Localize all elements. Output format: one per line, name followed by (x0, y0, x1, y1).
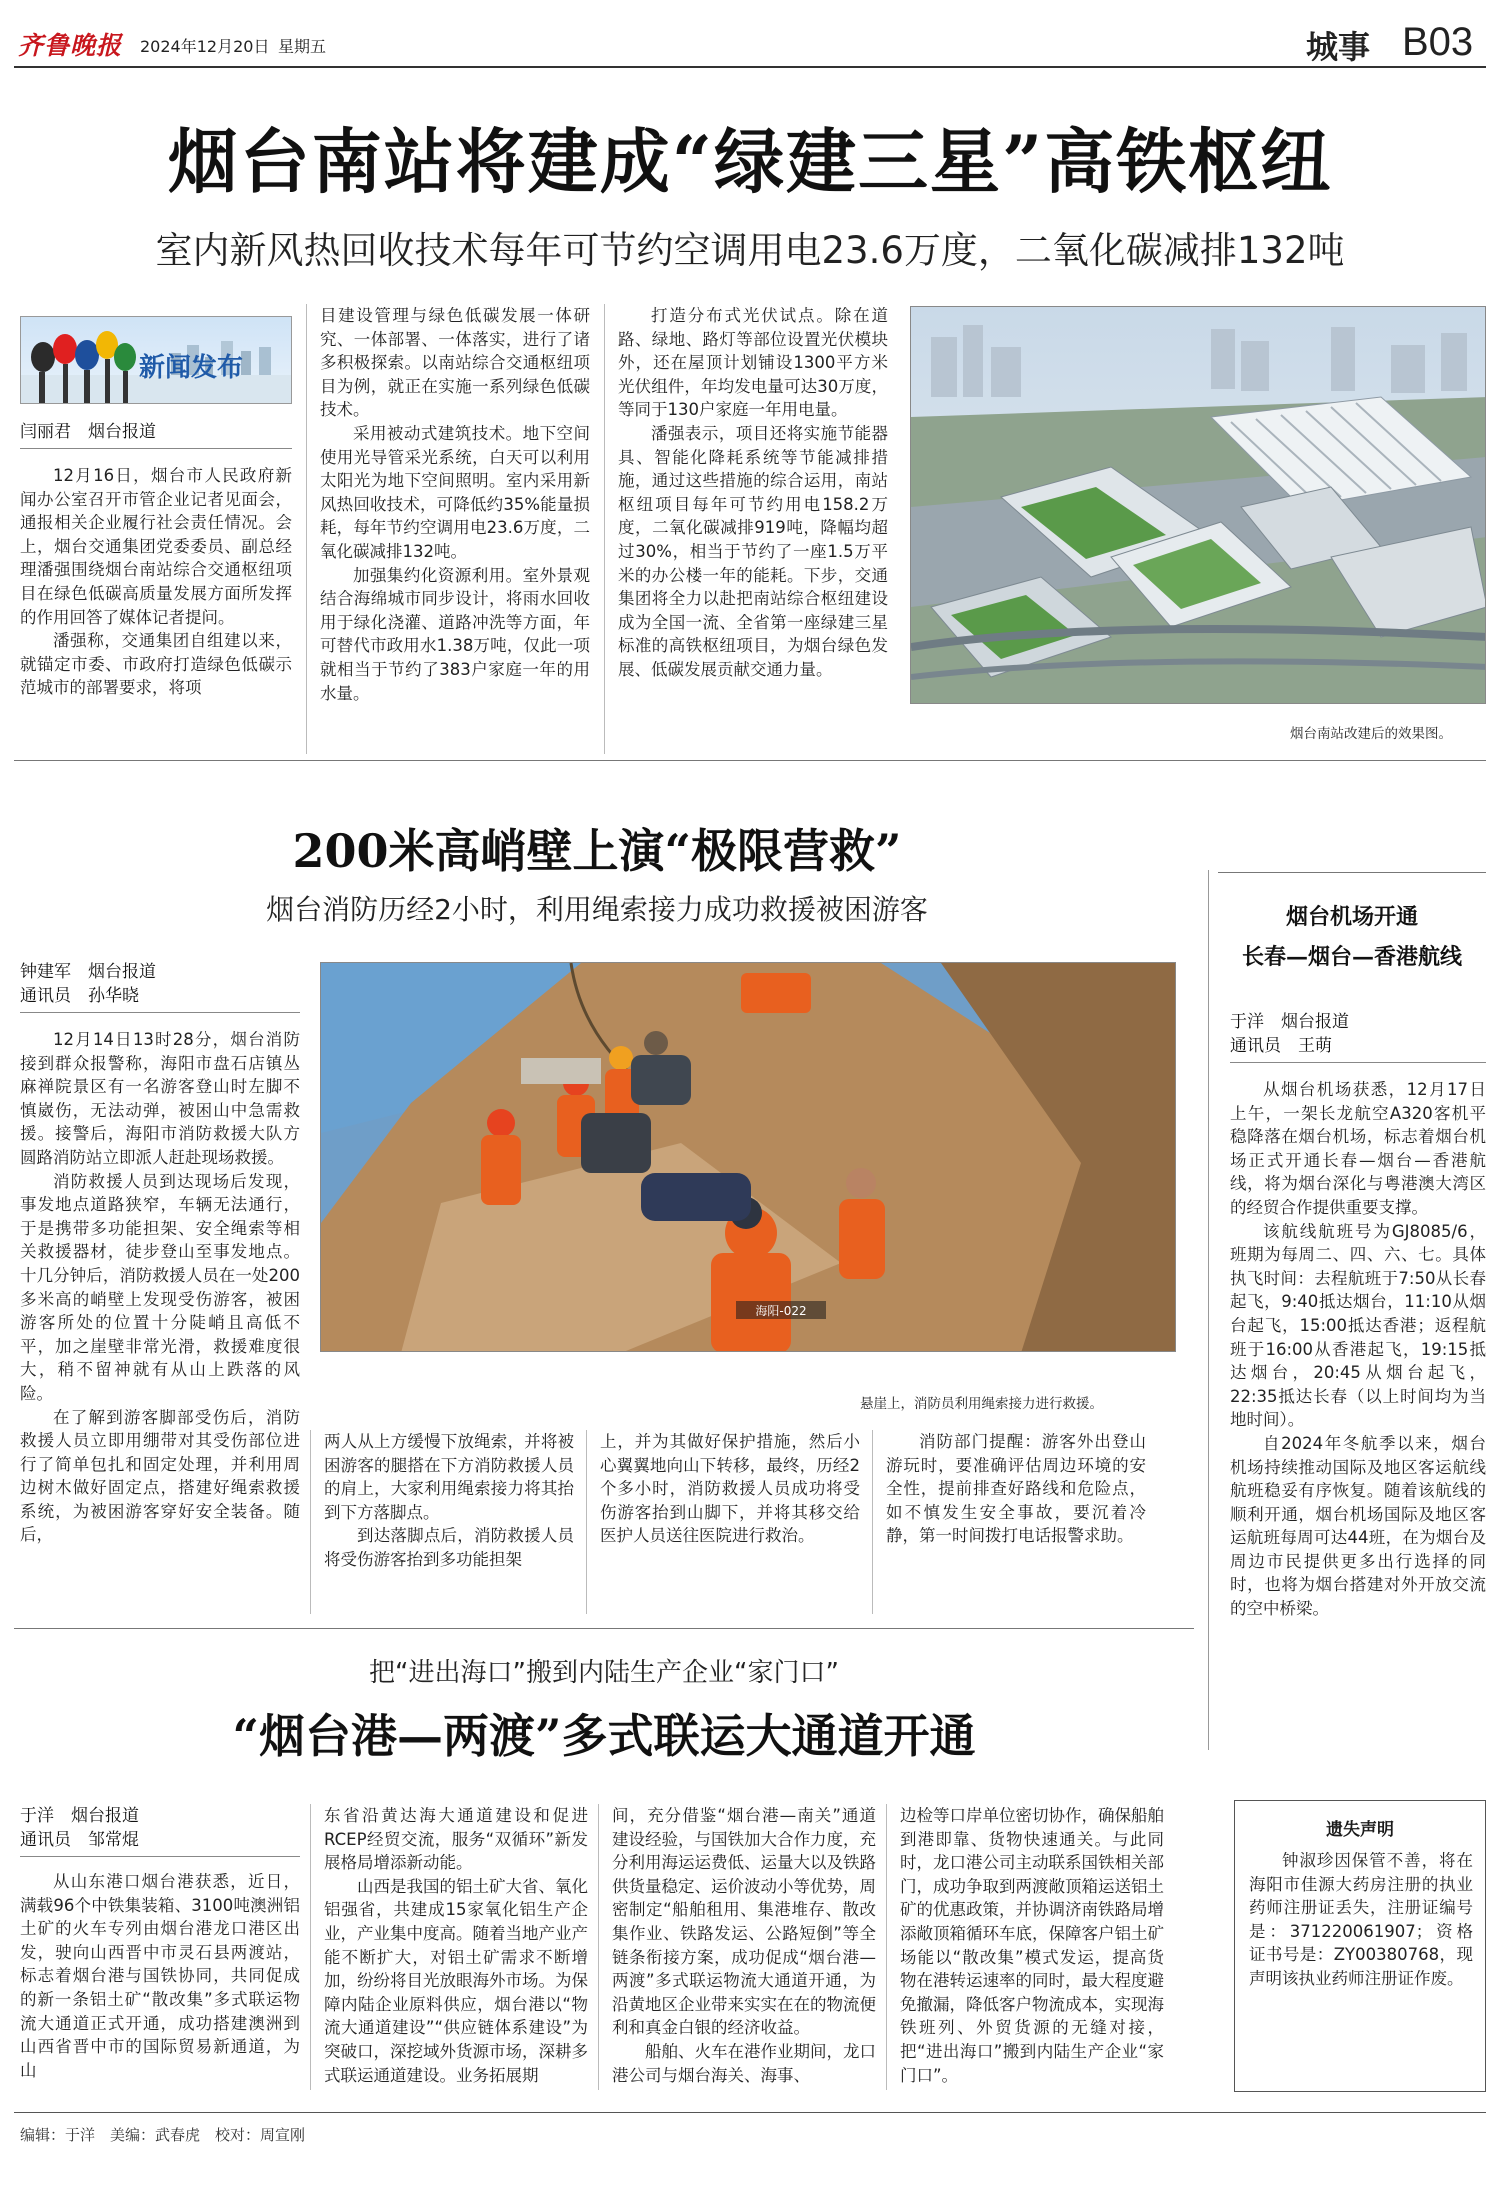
paragraph: 消防救援人员到达现场后发现，事发地点道路狭窄，车辆无法通行，于是携带多功能担架、安全绳索等相关救援器材，徒步登山至事发地点。十几分钟后，消防救援人员在一处200多米高的峭壁上发现受伤游客，被困游客所处的位置十分陡峭且高低不平，加之崖壁非常光滑，救援难度很大，稍不留神就有从山上跌落的风险。 (20, 1171, 300, 1403)
issue-date: 2024年12月20日 (140, 37, 270, 56)
paragraph: 消防部门提醒：游客外出登山游玩时，要准确评估周边环境的安全性，提前排查好路线和危险点，如不慎发生安全事故，要沉着冷静，第一时间拨打电话报警求助。 (886, 1432, 1146, 1546)
paragraph: 该航线航班号为GJ8085/6，班期为每周二、四、六、七。具体执飞时间：去程航班于7:50从长春起飞，9:40抵达烟台，11:10从烟台起飞，15:00抵达香港；返程航班于16:00从香港起飞，19:15抵达烟台，20:45从烟台起飞，22:35抵达长春（以上时间均为当地时间）。 (1230, 1221, 1486, 1430)
column-divider (872, 1430, 873, 1614)
article2-byline-reporter: 钟建军 烟台报道 (20, 962, 156, 982)
article2-col3 (600, 1430, 860, 1616)
paragraph: 在了解到游客脚部受伤后，消防救援人员立即用绷带对其受伤部位进行了简单包扎和固定处理，并利用周边树木做好固定点，搭建好绳索救援系统，为被困游客穿好安全装备。随后， (20, 1407, 300, 1545)
paragraph: 自2024年冬航季以来，烟台机场持续推动国际及地区客运航线航班稳妥有序恢复。随着该航线的顺利开通，烟台机场国际及地区客运航班每周可达44班，在为烟台及周边市民提供更多出行选择的同时，也将为烟台搭建对外开放交流的空中桥梁。 (1230, 1433, 1486, 1619)
paragraph: 打造分布式光伏试点。除在道路、绿地、路灯等部位设置光伏模块外，还在屋顶计划铺设1300平方米光伏组件，年均发电量可达30万度，等同于130户家庭一年用电量。 (618, 306, 888, 420)
article4-byline-reporter: 于洋 烟台报道 (20, 1806, 139, 1826)
article2-col2 (324, 1430, 574, 1616)
article3-headline-route: 长春—烟台—香港航线 (1241, 944, 1462, 970)
article3-byline-reporter: 于洋 烟台报道 (1230, 1012, 1349, 1032)
footer-credits: 编辑：于洋 美编：武春虎 校对：周宣刚 (20, 2126, 306, 2144)
sidebar-top-rule (1218, 872, 1486, 873)
section-rule (14, 760, 1486, 761)
paragraph: 山西是我国的铝土矿大省、氧化铝强省，共建成15家氧化铝生产企业，产业集中度高。随着当地产业产能不断扩大，对铝土矿需求不断增加，纷纷将目光放眼海外市场。为保障内陆企业原料供应，烟台港以“物流大通道建设”“供应链体系建设”为突破口，深挖域外货源市场，深耕多式联运通道建设。业务拓展期 (324, 1876, 588, 2085)
footer-rule (14, 2112, 1486, 2113)
masthead (0, 0, 1500, 66)
paragraph: 东省沿黄达海大通道建设和促进RCEP经贸交流，服务“双循环”新发展格局增添新动能。 (324, 1806, 588, 1873)
section-rule (14, 1628, 1194, 1629)
rescue-photo-caption: 悬崖上，消防员利用绳索接力进行救援。 (860, 1396, 1103, 1412)
byline-rule (1230, 1062, 1486, 1063)
article2-headline: 200米高峭壁上演“极限营救” (292, 824, 902, 878)
news-release-badge (20, 316, 292, 404)
paragraph: 12月16日，烟台市人民政府新闻办公室召开市管企业记者见面会，通报相关企业履行社会责任情况。会上，烟台交通集团党委委员、副总经理潘强围绕烟台南站综合交通枢纽项目在绿色低碳高质量发展方面所发挥的作用回答了媒体记者提问。 (20, 466, 292, 627)
paragraph: 从烟台机场获悉，12月17日上午，一架长龙航空A320客机平稳降落在烟台机场，标志着烟台机场正式开通长春—烟台—香港航线，将为烟台深化与粤港澳大湾区的经贸合作提供重要支撑。 (1230, 1080, 1486, 1217)
column-divider (604, 304, 605, 754)
article4-col3 (612, 1804, 876, 2090)
article1-col3 (618, 304, 888, 754)
article2-byline-correspondent: 通讯员 孙华晓 (20, 986, 139, 1006)
article3-headline: 烟台机场开通 (1285, 904, 1418, 930)
article2-col4 (886, 1430, 1146, 1616)
masthead-rule (14, 66, 1486, 68)
page-number: B03 (1402, 20, 1474, 64)
column-divider (310, 1430, 311, 1614)
notice-title: 遗失声明 (1326, 1820, 1394, 1840)
article2-col1 (20, 1028, 300, 1614)
article4-byline-correspondent: 通讯员 邹常焜 (20, 1830, 139, 1850)
paragraph: 潘强表示，项目还将实施节能器具、智能化降耗系统等节能减排措施，通过这些措施的综合运用，南站枢纽项目每年可节约用电158.2万度，二氧化碳减排919吨，降幅均超过30%，相当于节约了一座1.5万平米的办公楼一年的能耗。下步，交通集团将全力以赴把南站综合枢纽建设成为全国一流、全省第一座绿建三星标准的高铁枢纽项目，为烟台绿色发展、低碳发展贡献交通力量。 (618, 423, 888, 679)
column-divider (310, 1804, 311, 2090)
helmet-number-label: 海阳-022 (755, 1304, 807, 1318)
paragraph: 12月14日13时28分，烟台消防接到群众报警称，海阳市盘石店镇丛麻禅院景区有一名游客登山时左脚不慎崴伤，无法动弹，被困山中急需救援。接警后，海阳市消防救援大队方圆路消防站立即派人赶赴现场救援。 (20, 1030, 300, 1167)
article4-col4 (900, 1804, 1164, 2090)
paragraph: 上，并为其做好保护措施，然后小心翼翼地向山下转移，最终，历经2个多小时，消防救援人员成功将受伤游客抬到山脚下，并将其移交给医护人员送往医院进行救治。 (600, 1432, 860, 1546)
column-divider (886, 1804, 887, 2090)
article3-byline-correspondent: 通讯员 王萌 (1230, 1036, 1332, 1056)
paragraph: 船舶、火车在港作业期间，龙口港公司与烟台海关、海事、 (612, 2041, 876, 2085)
paragraph: 从山东港口烟台港获悉，近日，满载96个中铁集装箱、3100吨澳洲铝土矿的火车专列由烟台港龙口港区出发，驶向山西晋中市灵石县两渡站，标志着烟台港与国铁协同，共同促成的新一条铝土矿“散改集”多式联运物流大通道正式开通，成功搭建澳洲到山西省晋中市的国际贸易新通道，为山 (20, 1872, 300, 2080)
article1-subheadline: 室内新风热回收技术每年可节约空调用电23.6万度，二氧化碳减排132吨 (155, 229, 1345, 272)
byline-rule (20, 1856, 300, 1857)
byline-rule (20, 1012, 300, 1013)
article4-col2 (324, 1804, 588, 2090)
issue-weekday: 星期五 (278, 37, 327, 56)
byline-rule (20, 448, 292, 449)
article2-subheadline: 烟台消防历经2小时，利用绳索接力成功救援被困游客 (266, 893, 928, 926)
section-name: 城事 (1306, 28, 1371, 66)
article1-col2 (320, 304, 590, 754)
article3-body (1230, 1078, 1486, 1738)
article4-headline: “烟台港—两渡”多式联运大通道开通 (232, 1709, 976, 1763)
column-divider (598, 1804, 599, 2090)
paragraph: 到达落脚点后，消防救援人员将受伤游客抬到多功能担架 (324, 1526, 574, 1569)
station-photo-caption: 烟台南站改建后的效果图。 (1290, 726, 1452, 742)
notice-text: 钟淑珍因保管不善，将在海阳市佳源大药房注册的执业药师注册证丢失，注册证编号是：371220061907；资格证书号是：ZY00380768，现声明该执业药师注册证作废。 (1249, 1851, 1473, 1988)
paragraph: 两人从上方缓慢下放绳索，并将被困游客的腿搭在下方消防救援人员的肩上，大家利用绳索接力将其抬到下方落脚点。 (324, 1432, 574, 1522)
article4-kicker: 把“进出海口”搬到内陆生产企业“家门口” (369, 1658, 839, 1688)
article1-headline: 烟台南站将建成“绿建三星”高铁枢纽 (167, 120, 1333, 203)
lost-notice-box (1234, 1800, 1486, 2092)
paragraph: 加强集约化资源利用。室外景观结合海绵城市同步设计，将雨水回收用于绿化浇灌、道路冲洗等方面，年可替代市政用水1.38万吨，仅此一项就相当于节约了383户家庭一年的用水量。 (320, 565, 590, 703)
station-rendering-photo (910, 306, 1486, 704)
column-divider (586, 1430, 587, 1614)
badge-label: 新闻发布 (139, 353, 244, 383)
article4-col1 (20, 1870, 300, 2090)
paragraph: 采用被动式建筑技术。地下空间使用光导管采光系统，白天可以利用太阳光为地下空间照明。室内采用新风热回收技术，可降低约35%能量损耗，每年节约空调用电23.6万度，二氧化碳减排132吨。 (320, 423, 590, 561)
paragraph: 边检等口岸单位密切协作，确保船舶到港即靠、货物快速通关。与此同时，龙口港公司主动联系国铁相关部门，成功争取到两渡敞顶箱运送铝土矿的优惠政策，并协调济南铁路局增添敞顶箱循环车底，保障客户铝土矿场能以“散改集”模式发运，提高货物在港转运速率的同时，最大程度避免撤漏，降低客户物流成本，实现海铁班列、外贸货源的无缝对接，把“进出海口”搬到内陆生产企业“家门口”。 (900, 1806, 1164, 2085)
paragraph: 间，充分借鉴“烟台港—南关”通道建设经验，与国铁加大合作力度，充分利用海运运费低、运量大以及铁路供货量稳定、运价波动小等优势，周密制定“船舶租用、集港堆存、散改集作业、铁路发运、公路短倒”等全链条衔接方案，成功促成“烟台港—两渡”多式联运物流大通道开通，为沿黄地区企业带来实实在在的物流便利和真金白银的经济收益。 (612, 1806, 876, 2038)
sidebar-divider (1208, 870, 1209, 1750)
column-divider (306, 304, 307, 754)
article1-byline: 闫丽君 烟台报道 (20, 422, 156, 442)
paragraph: 潘强称，交通集团自组建以来，就锚定市委、市政府打造绿色低碳示范城市的部署要求，将项 (20, 631, 292, 698)
paper-logo: 齐鲁晚报 (18, 31, 123, 60)
cliff-rescue-photo (320, 962, 1176, 1352)
paragraph: 目建设管理与绿色低碳发展一体研究、一体部署、一体落实，进行了诸多积极探索。以南站综合交通枢纽项目为例，就正在实施一系列绿色低碳技术。 (320, 306, 590, 420)
article1-col1 (20, 464, 292, 754)
